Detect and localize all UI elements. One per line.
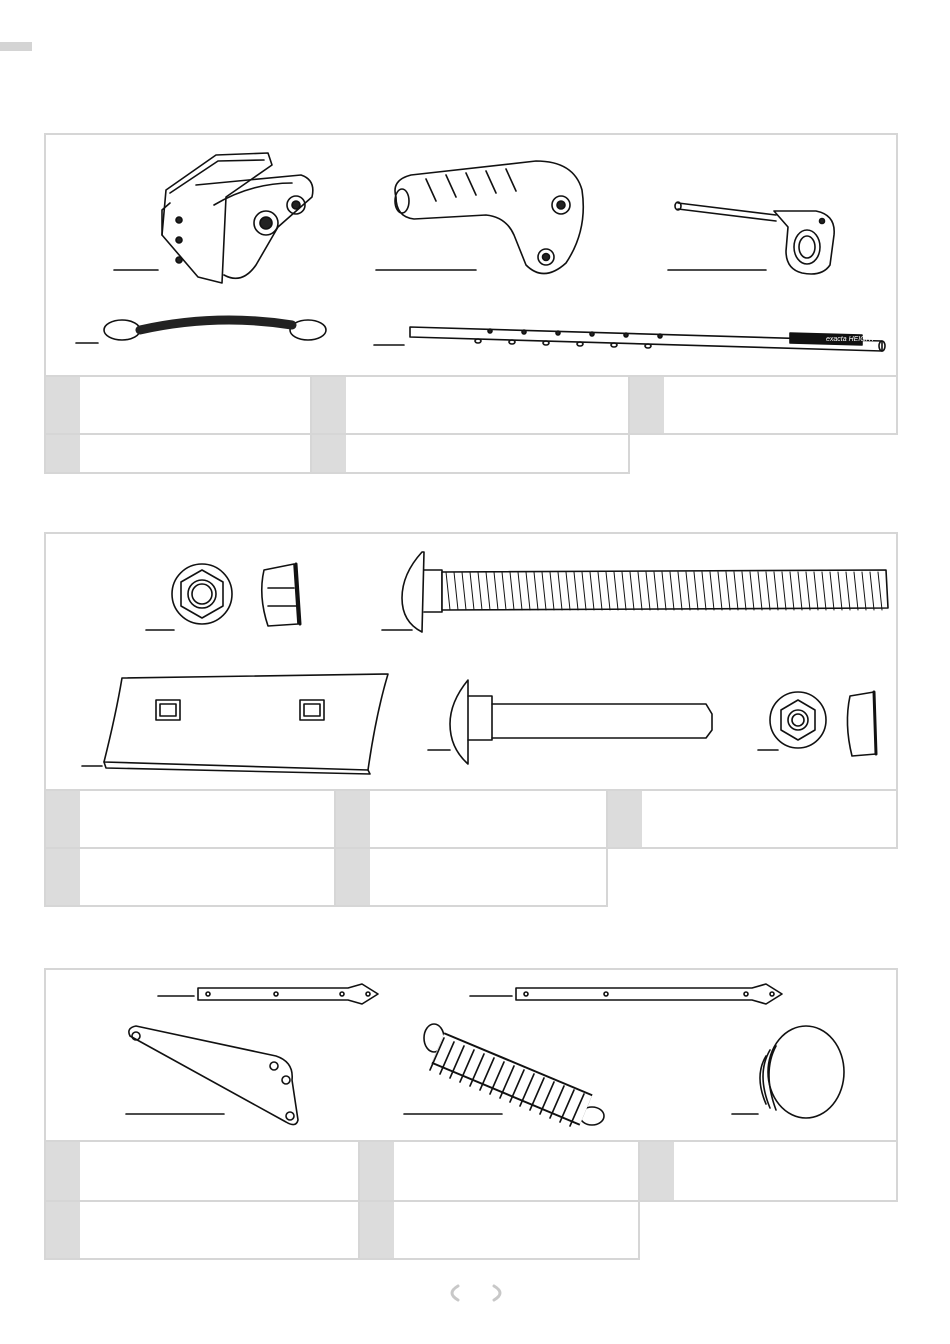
legend-cell — [334, 789, 608, 849]
item-number-box — [46, 791, 80, 847]
tube-brand-label: exacta HEIGHT — [826, 336, 876, 343]
extension-spring-illustration — [424, 1024, 604, 1126]
curved-plate-illustration — [104, 674, 388, 774]
item-number-box — [360, 1142, 394, 1200]
legend-cell — [310, 433, 630, 474]
legend-cell — [358, 1140, 640, 1202]
handle-grip-illustration — [395, 161, 583, 274]
end-cap-illustration — [760, 1026, 844, 1118]
item-number-box — [46, 1202, 80, 1258]
clamp-bracket-illustration — [162, 153, 313, 283]
parts-illustration-1 — [46, 135, 900, 379]
page-navigation — [444, 1284, 508, 1302]
item-number-box — [608, 791, 642, 847]
locking-pin-illustration — [675, 202, 834, 274]
parts-illustration-2 — [46, 534, 900, 793]
item-number-box — [46, 435, 80, 472]
item-number-box — [336, 791, 370, 847]
item-number-box — [360, 1202, 394, 1258]
parts-panel-1 — [44, 133, 898, 377]
short-carriage-bolt-illustration — [450, 680, 712, 764]
long-strap-illustration — [516, 984, 782, 1004]
legend-cell — [606, 789, 898, 849]
bungee-cord-illustration — [104, 320, 326, 340]
item-number-box — [336, 849, 370, 905]
item-number-box — [46, 377, 80, 433]
legend-cell — [310, 375, 630, 435]
long-carriage-bolt-illustration — [402, 552, 888, 632]
parts-illustration-3 — [46, 970, 900, 1144]
legend-cell — [334, 847, 608, 907]
item-number-box — [312, 435, 346, 472]
short-strap-illustration — [198, 984, 378, 1004]
parts-panel-2 — [44, 532, 898, 791]
legend-cell — [44, 433, 312, 474]
legend-cell — [628, 375, 898, 435]
flange-nut-large-illustration — [172, 564, 300, 626]
legend-cell — [44, 789, 336, 849]
legend-cell — [44, 375, 312, 435]
triangle-bracket-illustration — [129, 1026, 298, 1125]
item-number-box — [312, 377, 346, 433]
legend-cell — [358, 1200, 640, 1260]
chevron-left-icon[interactable] — [452, 1286, 458, 1300]
corner-tab-marker — [0, 42, 32, 51]
item-number-box — [46, 1142, 80, 1200]
item-number-box — [46, 849, 80, 905]
legend-cell — [44, 1140, 360, 1202]
legend-cell — [638, 1140, 898, 1202]
flange-nut-small-illustration — [770, 692, 876, 756]
chevron-right-icon[interactable] — [494, 1286, 500, 1300]
item-number-box — [630, 377, 664, 433]
legend-cell — [44, 847, 336, 907]
legend-cell — [44, 1200, 360, 1260]
height-tube-illustration — [410, 327, 885, 351]
item-number-box — [640, 1142, 674, 1200]
parts-panel-3 — [44, 968, 898, 1142]
